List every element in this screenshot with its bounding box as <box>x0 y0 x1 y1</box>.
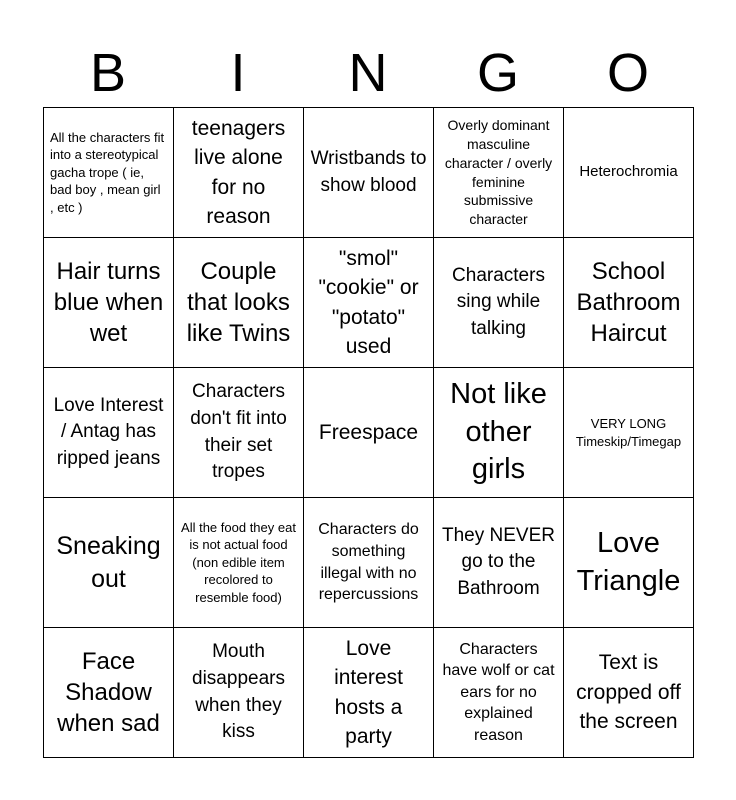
cell-text: Mouth disappears when they kiss <box>192 641 285 743</box>
cell-text: Text is cropped off the screen <box>576 651 681 734</box>
cell-text: teenagers live alone for no reason <box>191 116 286 228</box>
cell-text: Characters sing while talking <box>452 264 545 339</box>
header-letter-o: O <box>606 43 649 103</box>
header-letter-b: B <box>89 43 127 103</box>
cell-text: All the food they eat is not actual food (non edible item recolored to resemble food) <box>181 519 296 605</box>
cell-text: Love Interest / Antag has ripped jeans <box>53 394 164 469</box>
cell-text: Sneaking out <box>56 532 161 593</box>
bingo-cell[interactable] <box>174 368 304 498</box>
bingo-cell[interactable] <box>304 238 434 368</box>
cell-text: Wristbands to show blood <box>310 147 427 196</box>
bingo-cell[interactable] <box>564 108 694 238</box>
cell-text: They NEVER go to the Bathroom <box>442 524 555 599</box>
bingo-cell[interactable] <box>434 368 564 498</box>
cell-text: Not like other girls <box>450 377 547 486</box>
cell-text: VERY LONG Timeskip/Timegap <box>575 415 682 449</box>
bingo-cell[interactable] <box>174 238 304 368</box>
bingo-cell[interactable] <box>434 238 564 368</box>
bingo-row <box>44 368 694 498</box>
cell-text: "smol" "cookie" or "potato" used <box>318 246 419 358</box>
cell-text: Hair turns blue when wet <box>53 257 164 348</box>
header-letter-g: G <box>476 43 519 103</box>
cell-text: Love interest hosts a party <box>334 636 403 748</box>
cell-text: Heterochromia <box>579 163 678 181</box>
cell-text: School Bathroom Haircut <box>576 257 681 348</box>
bingo-cell[interactable] <box>564 628 694 758</box>
bingo-cell[interactable] <box>44 368 174 498</box>
cell-text: Characters don't fit into their set tropes <box>190 381 287 483</box>
bingo-cell[interactable] <box>304 108 434 238</box>
bingo-cell[interactable] <box>304 498 434 628</box>
bingo-header <box>43 42 693 104</box>
cell-text: All the characters fit into a stereotypical gacha trope ( ie, bad boy , mean girl , etc ) <box>50 129 165 215</box>
cell-text: Love Triangle <box>576 526 681 597</box>
cell-text: Face Shadow when sad <box>57 647 160 738</box>
header-letter-i: I <box>230 43 246 103</box>
cell-text: Overly dominant masculine character / overly feminine submissive character <box>444 116 553 228</box>
header-letter-n: N <box>348 43 388 103</box>
bingo-cell[interactable] <box>174 498 304 628</box>
bingo-cell[interactable] <box>174 628 304 758</box>
bingo-cell[interactable] <box>564 238 694 368</box>
cell-text: Characters do something illegal with no repercussions <box>318 521 419 604</box>
free-space-text: Freespace <box>318 420 419 444</box>
bingo-cell[interactable] <box>44 628 174 758</box>
bingo-cell[interactable] <box>44 108 174 238</box>
bingo-card-grid <box>43 107 694 758</box>
cell-text: Characters have wolf or cat ears for no explained reason <box>442 640 555 744</box>
bingo-cell[interactable] <box>44 238 174 368</box>
bingo-cell[interactable] <box>174 108 304 238</box>
bingo-cell[interactable] <box>434 108 564 238</box>
bingo-row <box>44 108 694 238</box>
bingo-row <box>44 628 694 758</box>
cell-text: Couple that looks like Twins <box>186 257 291 348</box>
bingo-row <box>44 238 694 368</box>
free-space-cell[interactable] <box>304 368 434 498</box>
bingo-cell[interactable] <box>434 498 564 628</box>
bingo-row <box>44 498 694 628</box>
bingo-cell[interactable] <box>564 498 694 628</box>
bingo-cell[interactable] <box>434 628 564 758</box>
bingo-cell[interactable] <box>44 498 174 628</box>
bingo-cell[interactable] <box>564 368 694 498</box>
bingo-cell[interactable] <box>304 628 434 758</box>
